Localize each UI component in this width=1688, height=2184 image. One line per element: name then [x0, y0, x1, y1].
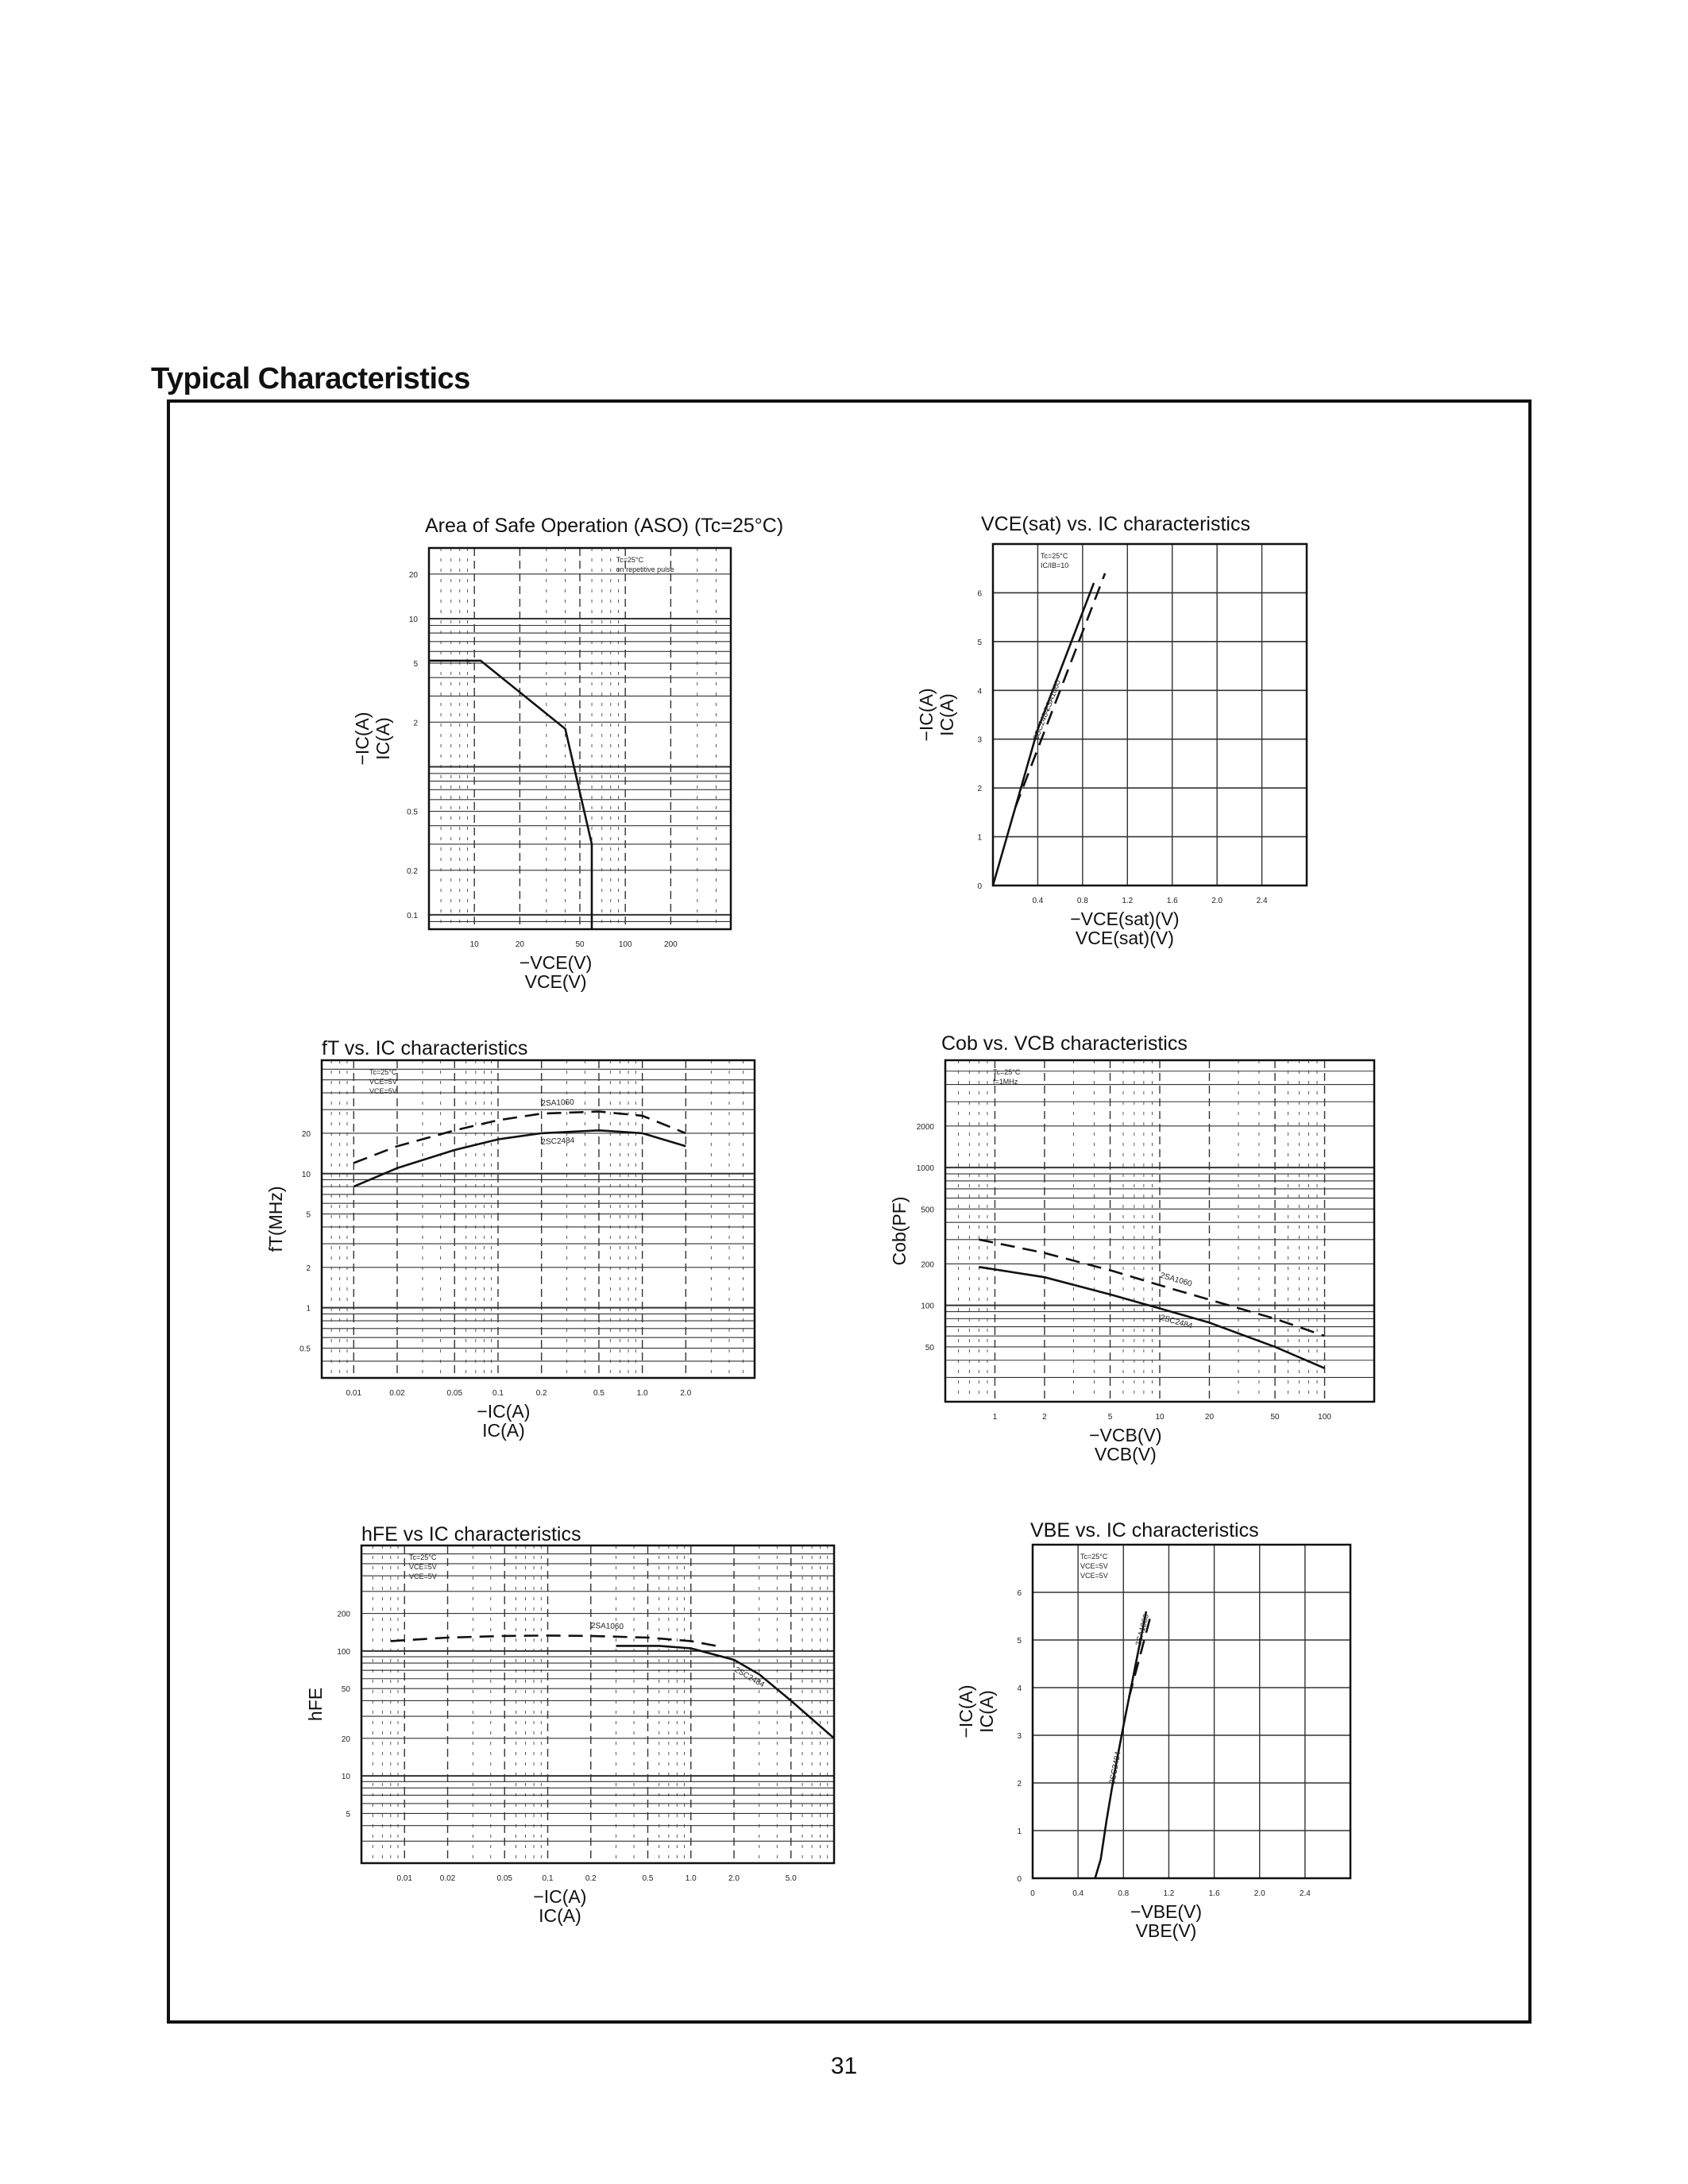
y-tick-label: 100 [337, 1647, 350, 1657]
y-tick-label: 5 [977, 638, 982, 647]
y-tick-label: 5 [1017, 1637, 1022, 1646]
y-axis-label: fT(MHz) [265, 1186, 286, 1252]
chart-grid [361, 1545, 834, 1863]
y-tick-label: 6 [1017, 1589, 1022, 1598]
y-tick-label: 1 [1017, 1827, 1022, 1836]
y-axis-label: IC(A) [976, 1690, 997, 1733]
chart-vcesat [916, 513, 1307, 948]
x-tick-label: 0.1 [492, 1389, 504, 1398]
y-tick-label: 10 [301, 1170, 311, 1179]
x-tick-label: 10 [469, 940, 479, 949]
x-tick-label: 2.0 [1211, 897, 1223, 905]
series-label: 2SA1060 [1134, 1613, 1152, 1647]
x-tick-label: 1.6 [1166, 897, 1178, 905]
chart-title: VCE(sat) vs. IC characteristics [981, 513, 1250, 535]
y-tick-label: 5 [346, 1810, 350, 1819]
y-tick-label: 2 [413, 719, 418, 728]
chart-cob [889, 1032, 1374, 1464]
x-axis-label: VCE(sat)(V) [1075, 928, 1174, 948]
annotation: VCE=5V [1080, 1562, 1108, 1570]
chart-ft [265, 1037, 755, 1441]
y-tick-label: 3 [1017, 1732, 1022, 1741]
x-tick-label: 2.0 [728, 1874, 740, 1883]
annotation: Tc=25°C [1041, 552, 1068, 560]
y-tick-label: 50 [341, 1685, 350, 1695]
x-tick-label: 1 [992, 1413, 998, 1422]
x-tick-label: 0.2 [535, 1389, 547, 1398]
x-axis-label: IC(A) [539, 1905, 581, 1926]
x-axis-label: −IC(A) [477, 1401, 531, 1422]
x-tick-label: 50 [575, 940, 585, 949]
series-2sa1060 [391, 1635, 717, 1646]
y-tick-label: 10 [341, 1773, 350, 1782]
plot-area [361, 1545, 834, 1863]
y-tick-label: 0.5 [299, 1345, 311, 1354]
x-axis-label: −VCE(sat)(V) [1070, 909, 1180, 929]
y-tick-label: 4 [977, 687, 982, 696]
annotation: Tc=25°C [409, 1553, 437, 1561]
y-tick-label: 50 [925, 1343, 934, 1352]
y-tick-label: 200 [921, 1260, 934, 1270]
y-tick-label: 1 [306, 1304, 311, 1314]
y-tick-label: 0.5 [407, 808, 418, 817]
series-2sc2484 [353, 1130, 686, 1187]
annotation: VCE=5V [1080, 1572, 1108, 1580]
x-axis-label: −VCE(V) [519, 952, 593, 973]
y-tick-label: 2 [1017, 1780, 1022, 1788]
x-axis-label: VBE(V) [1135, 1920, 1197, 1941]
x-tick-label: 0.2 [585, 1874, 597, 1883]
series-label: 2SC2484 [1031, 707, 1053, 742]
x-tick-label: 0.05 [446, 1389, 463, 1398]
x-tick-label: 0.4 [1032, 897, 1044, 905]
series-2sc2484 [1095, 1611, 1146, 1878]
series-label: 2SC2484 [732, 1665, 767, 1690]
x-tick-label: 2.4 [1256, 897, 1268, 905]
x-axis-label: IC(A) [482, 1420, 525, 1441]
x-tick-label: 2.0 [680, 1389, 692, 1398]
y-tick-label: 200 [337, 1610, 350, 1619]
page-number: 31 [830, 2053, 858, 2079]
annotation: VCE=5V [409, 1572, 437, 1580]
y-tick-label: 6 [977, 589, 982, 599]
y-axis-label: IC(A) [373, 717, 393, 760]
y-tick-label: 0 [977, 882, 982, 891]
x-tick-label: 0.8 [1118, 1889, 1130, 1898]
y-tick-label: 1 [977, 833, 982, 843]
y-tick-label: 20 [408, 570, 418, 580]
annotation: Tc=25°C [993, 1068, 1021, 1076]
x-tick-label: 2.4 [1299, 1889, 1311, 1898]
annotation: f=1MHz [993, 1078, 1018, 1086]
series-label: 2SC2484 [541, 1136, 575, 1147]
annotation: VCE=5V [369, 1078, 397, 1086]
y-tick-label: 1000 [916, 1164, 934, 1174]
chart-title: hFE vs IC characteristics [361, 1523, 581, 1545]
y-axis-label: IC(A) [937, 693, 957, 736]
x-tick-label: 0.4 [1072, 1889, 1084, 1898]
y-axis-label: −IC(A) [352, 712, 373, 766]
annotation: Tc=25°C [616, 556, 643, 564]
y-axis-label: −IC(A) [956, 1684, 976, 1738]
x-tick-label: 0.1 [542, 1874, 554, 1883]
x-tick-label: 1.6 [1208, 1889, 1220, 1898]
series-2sc2484 [616, 1646, 835, 1738]
x-axis-label: VCB(V) [1094, 1444, 1157, 1464]
x-tick-label: 20 [515, 940, 524, 949]
x-axis-label: VCE(V) [524, 971, 587, 992]
x-tick-label: 200 [664, 940, 678, 949]
y-tick-label: 100 [921, 1302, 934, 1311]
x-tick-label: 0.02 [389, 1389, 405, 1398]
x-tick-label: 1.0 [636, 1389, 648, 1398]
x-tick-label: 0.8 [1076, 897, 1088, 905]
series-label: 2SA1060 [590, 1621, 624, 1632]
y-tick-label: 3 [977, 735, 982, 745]
annotation: Tc=25°C [369, 1068, 397, 1076]
annotation: VCE=5V [369, 1087, 397, 1095]
x-tick-label: 20 [1204, 1413, 1215, 1422]
series-2sa1060 [979, 1240, 1324, 1336]
x-axis-label: −VBE(V) [1130, 1901, 1203, 1922]
x-tick-label: 0.01 [396, 1874, 412, 1883]
y-tick-label: 500 [921, 1206, 934, 1215]
x-tick-label: 1.2 [1163, 1889, 1175, 1898]
x-tick-label: 1.0 [685, 1874, 697, 1883]
point-label: Ic [466, 657, 473, 666]
chart-hfe [305, 1523, 834, 1926]
x-tick-label: 0.5 [642, 1874, 654, 1883]
y-axis-label: −IC(A) [916, 688, 937, 742]
series-aso [429, 661, 592, 929]
x-tick-label: 2.0 [1253, 1889, 1265, 1898]
chart-grid [322, 1060, 755, 1378]
y-tick-label: 5 [413, 660, 418, 669]
x-axis-label: −VCB(V) [1089, 1425, 1162, 1445]
annotation: VCE=5V [409, 1563, 437, 1571]
y-tick-label: 4 [1017, 1684, 1022, 1693]
y-axis-label: hFE [305, 1687, 326, 1722]
chart-grid [1033, 1545, 1350, 1878]
y-tick-label: 5 [306, 1210, 311, 1220]
page-heading: Typical Characteristics [151, 362, 470, 396]
y-tick-label: 2 [306, 1264, 311, 1273]
x-tick-label: 0 [1030, 1889, 1035, 1898]
y-tick-label: 2 [977, 785, 982, 794]
y-tick-label: 0.2 [407, 866, 418, 876]
y-tick-label: 2000 [916, 1122, 934, 1132]
chart-title: Cob vs. VCB characteristics [941, 1032, 1188, 1055]
x-tick-label: 50 [1270, 1413, 1280, 1422]
y-tick-label: 10 [408, 615, 418, 624]
annotation: on repetitive pulse [616, 565, 674, 573]
series-label: 2SC2484 [1107, 1750, 1123, 1785]
chart-grid [429, 548, 731, 929]
chart-vbe [956, 1519, 1350, 1941]
chart-grid [945, 1060, 1374, 1402]
x-tick-label: 2 [1042, 1413, 1047, 1422]
series-label: 2SC2484 [1159, 1313, 1194, 1331]
x-tick-label: 100 [1318, 1413, 1331, 1422]
x-tick-label: 0.02 [439, 1874, 456, 1883]
series-label: 2SA1060 [541, 1098, 574, 1109]
chart-title: VBE vs. IC characteristics [1030, 1519, 1259, 1542]
y-tick-label: 20 [301, 1129, 311, 1139]
chart-title: Area of Safe Operation (ASO) (Tc=25°C) [425, 515, 784, 537]
chart-title: fT vs. IC characteristics [322, 1037, 528, 1059]
x-axis-label: −IC(A) [533, 1886, 587, 1907]
x-tick-label: 0.01 [346, 1389, 362, 1398]
plot-area [1033, 1545, 1350, 1878]
x-tick-label: 10 [1155, 1413, 1165, 1422]
x-tick-label: 0.05 [496, 1874, 512, 1883]
chart-aso [352, 515, 783, 992]
x-tick-label: 5 [1107, 1413, 1113, 1422]
series-label: 2SA1060 [1043, 678, 1064, 713]
y-tick-label: 0.1 [407, 911, 418, 920]
annotation: IC/IB=10 [1041, 561, 1069, 569]
annotation: Tc=25°C [1080, 1553, 1108, 1561]
x-tick-label: 100 [618, 940, 632, 949]
x-tick-label: 0.5 [593, 1389, 605, 1398]
series-label: 2SA1060 [1159, 1271, 1193, 1289]
x-tick-label: 5.0 [785, 1874, 797, 1883]
y-axis-label: Cob(PF) [889, 1196, 910, 1266]
y-tick-label: 0 [1017, 1875, 1022, 1884]
plot-area [322, 1060, 755, 1378]
y-tick-label: 20 [341, 1734, 350, 1744]
x-tick-label: 1.2 [1122, 897, 1134, 905]
